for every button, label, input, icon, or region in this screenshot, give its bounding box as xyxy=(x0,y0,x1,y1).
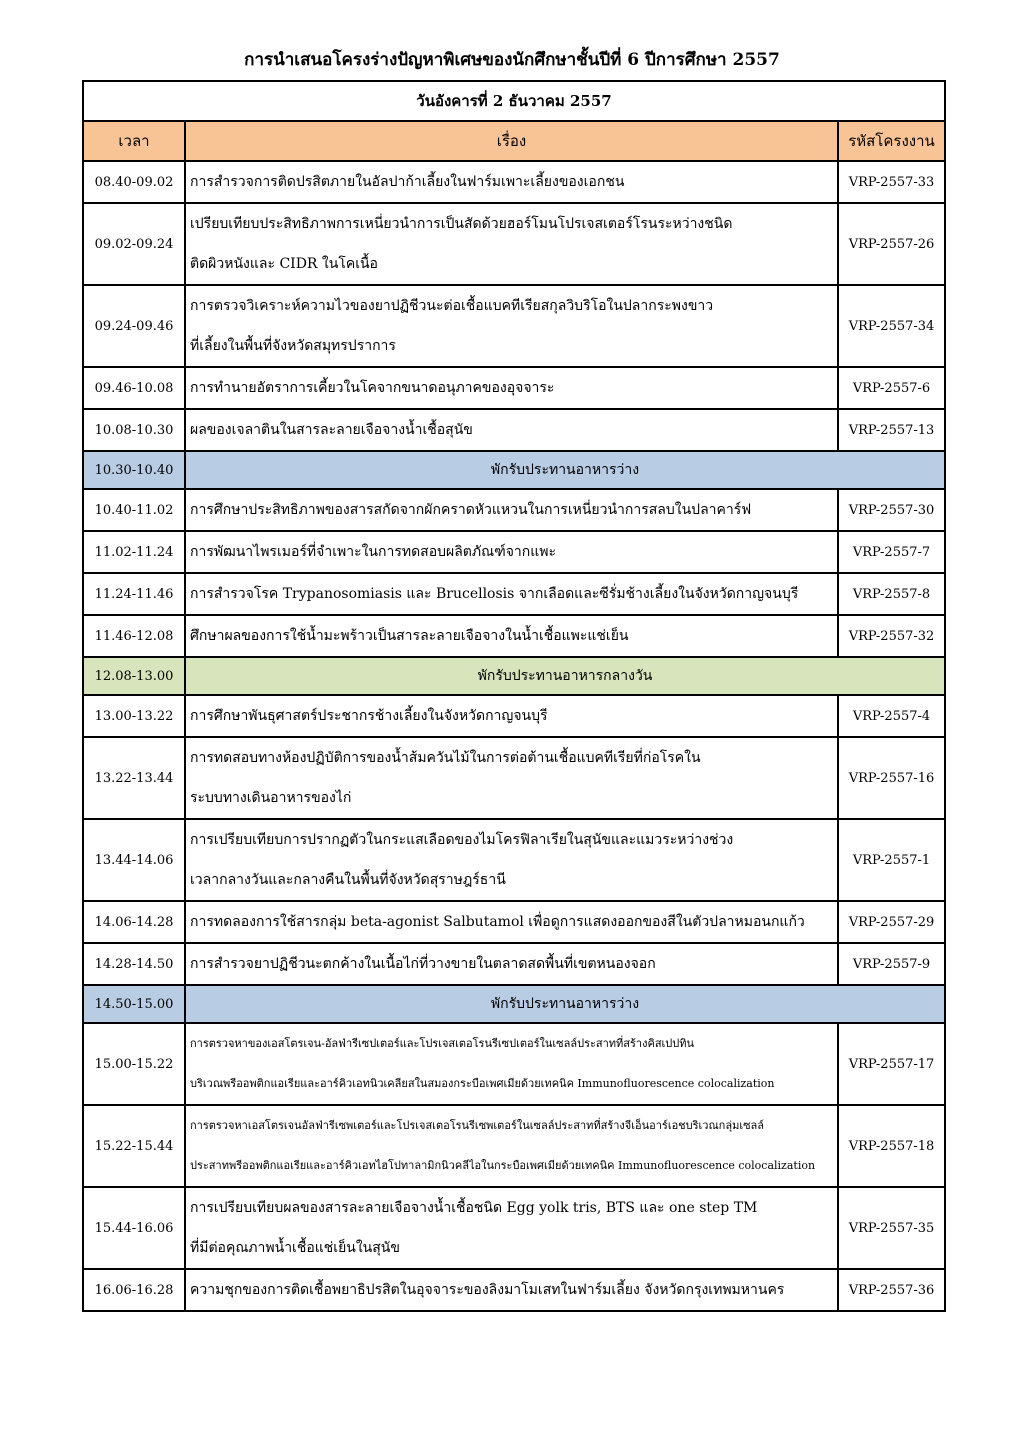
break-label: พักรับประทานอาหารว่าง xyxy=(185,985,945,1023)
topic-line: ผลของเจลาตินในสารละลายเจือจางน้ำเชื้อสุนัข xyxy=(190,422,473,438)
row-time: 16.06-16.28 xyxy=(83,1269,185,1311)
row-time: 14.06-14.28 xyxy=(83,901,185,943)
row-time: 15.44-16.06 xyxy=(83,1187,185,1269)
row-code: VRP-2557-29 xyxy=(838,901,945,943)
row-code: VRP-2557-32 xyxy=(838,615,945,657)
topic-line: ความชุกของการติดเชื้อพยาธิปรสิตในอุจจาระของลิงมาโมเสทในฟาร์มเลี้ยง จังหวัดกรุงเทพมหานคร xyxy=(190,1282,785,1298)
topic-line: การทำนายอัตราการเคี้ยวในโคจากขนาดอนุภาคของอุจจาระ xyxy=(190,380,555,396)
topic-line: บริเวณพรีออพติกแอเรียและอาร์คิวเอทนิวเคลียสในสมองกระบือเพศเมียด้วยเทคนิค Immunofluorescence colocalization xyxy=(190,1077,775,1090)
page-title: การนำเสนอโครงร่างปัญหาพิเศษของนักศึกษาชั้นปีที่ 6 ปีการศึกษา 2557 xyxy=(244,50,780,70)
schedule-row xyxy=(83,695,945,737)
schedule-row xyxy=(83,901,945,943)
row-code: VRP-2557-17 xyxy=(838,1023,945,1105)
row-code: VRP-2557-9 xyxy=(838,943,945,985)
row-topic xyxy=(185,943,838,985)
row-topic xyxy=(185,737,838,819)
row-time: 13.00-13.22 xyxy=(83,695,185,737)
break-row xyxy=(83,985,945,1023)
topic-line: การทดสอบทางห้องปฏิบัติการของน้ำส้มควันไม้ในการต่อต้านเชื้อแบคทีเรียที่ก่อโรคใน xyxy=(190,750,701,766)
topic-line: การศึกษาพันธุศาสตร์ประชากรช้างเลี้ยงในจังหวัดกาญจนบุรี xyxy=(190,708,548,724)
schedule-table xyxy=(82,80,946,1312)
row-topic xyxy=(185,819,838,901)
schedule-row xyxy=(83,409,945,451)
row-code: VRP-2557-36 xyxy=(838,1269,945,1311)
row-code: VRP-2557-30 xyxy=(838,489,945,531)
topic-line: การสำรวจโรค Trypanosomiasis และ Brucellosis จากเลือดและซีรั่มช้างเลี้ยงในจังหวัดกาญจนบุรี xyxy=(190,586,799,602)
row-time: 08.40-09.02 xyxy=(83,161,185,203)
topic-line: ที่เลี้ยงในพื้นที่จังหวัดสมุทรปราการ xyxy=(190,338,396,354)
topic-line: การเปรียบเทียบผลของสารละลายเจือจางน้ำเชื้อชนิด Egg yolk tris, BTS และ one step TM xyxy=(190,1200,758,1216)
schedule-row xyxy=(83,1187,945,1269)
row-topic xyxy=(185,615,838,657)
break-time: 12.08-13.00 xyxy=(83,657,185,695)
row-time: 13.22-13.44 xyxy=(83,737,185,819)
schedule-body xyxy=(83,161,945,1311)
schedule-row xyxy=(83,203,945,285)
topic-line: การสำรวจการติดปรสิตภายในอัลปาก้าเลี้ยงในฟาร์มเพาะเลี้ยงของเอกชน xyxy=(190,174,625,190)
row-time: 14.28-14.50 xyxy=(83,943,185,985)
schedule-row xyxy=(83,819,945,901)
row-topic xyxy=(185,285,838,367)
row-code: VRP-2557-6 xyxy=(838,367,945,409)
row-code: VRP-2557-35 xyxy=(838,1187,945,1269)
row-time: 10.08-10.30 xyxy=(83,409,185,451)
row-code: VRP-2557-4 xyxy=(838,695,945,737)
schedule-row xyxy=(83,1105,945,1187)
topic-line: ศึกษาผลของการใช้น้ำมะพร้าวเป็นสารละลายเจือจางในน้ำเชื้อแพะแช่เย็น xyxy=(190,628,629,644)
row-code: VRP-2557-1 xyxy=(838,819,945,901)
topic-line: เปรียบเทียบประสิทธิภาพการเหนี่ยวนำการเป็นสัดด้วยฮอร์โมนโปรเจสเตอร์โรนระหว่างชนิด xyxy=(190,216,733,232)
topic-line: ระบบทางเดินอาหารของไก่ xyxy=(190,790,352,806)
row-topic xyxy=(185,1187,838,1269)
row-time: 15.00-15.22 xyxy=(83,1023,185,1105)
row-time: 13.44-14.06 xyxy=(83,819,185,901)
topic-line: การศึกษาประสิทธิภาพของสารสกัดจากผักคราดหัวแหวนในการเหนี่ยวนำการสลบในปลาคาร์ฟ xyxy=(190,502,752,518)
topic-line: การพัฒนาไพรเมอร์ที่จำเพาะในการทดสอบผลิตภัณฑ์จากแพะ xyxy=(190,544,557,560)
row-code: VRP-2557-33 xyxy=(838,161,945,203)
schedule-row xyxy=(83,573,945,615)
row-code: VRP-2557-34 xyxy=(838,285,945,367)
schedule-row xyxy=(83,367,945,409)
row-time: 09.24-09.46 xyxy=(83,285,185,367)
schedule-row xyxy=(83,1269,945,1311)
header-time: เวลา xyxy=(83,121,185,161)
schedule-row xyxy=(83,285,945,367)
row-topic xyxy=(185,531,838,573)
schedule-row xyxy=(83,161,945,203)
row-topic xyxy=(185,695,838,737)
row-code: VRP-2557-13 xyxy=(838,409,945,451)
schedule-row xyxy=(83,943,945,985)
header-code: รหัสโครงงาน xyxy=(838,121,945,161)
row-time: 11.46-12.08 xyxy=(83,615,185,657)
row-code: VRP-2557-8 xyxy=(838,573,945,615)
schedule-row xyxy=(83,1023,945,1105)
row-code: VRP-2557-16 xyxy=(838,737,945,819)
row-topic xyxy=(185,573,838,615)
row-topic xyxy=(185,489,838,531)
row-code: VRP-2557-7 xyxy=(838,531,945,573)
topic-line: เวลากลางวันและกลางคืนในพื้นที่จังหวัดสุราษฎร์ธานี xyxy=(190,872,506,888)
topic-line: การเปรียบเทียบการปรากฏตัวในกระแสเลือดของไมโครฟิลาเรียในสุนัขและแมวระหว่างช่วง xyxy=(190,832,734,848)
break-time: 10.30-10.40 xyxy=(83,451,185,489)
topic-line: การตรวจหาของเอสโตรเจน-อัลฟ่ารีเซปเตอร์และโปรเจสเตอโรนรีเซปเตอร์ในเซลล์ประสาทที่สร้างคิสเปปทิน xyxy=(190,1037,695,1050)
row-time: 10.40-11.02 xyxy=(83,489,185,531)
row-topic xyxy=(185,203,838,285)
row-topic xyxy=(185,161,838,203)
row-topic xyxy=(185,367,838,409)
schedule-row xyxy=(83,615,945,657)
row-topic xyxy=(185,409,838,451)
row-code: VRP-2557-26 xyxy=(838,203,945,285)
schedule-row xyxy=(83,489,945,531)
topic-line: การตรวจวิเคราะห์ความไวของยาปฏิชีวนะต่อเชื้อแบคทีเรียสกุลวิบริโอในปลากระพงขาว xyxy=(190,298,714,314)
row-topic xyxy=(185,1105,838,1187)
row-topic xyxy=(185,1269,838,1311)
row-code: VRP-2557-18 xyxy=(838,1105,945,1187)
topic-line: ประสาทพรีออพติกแอเรียและอาร์คิวเอทไฮโปทาลามิกนิวคลีไอในกระบือเพศเมียด้วยเทคนิค Immunofluorescence colocalization xyxy=(190,1159,816,1172)
row-topic xyxy=(185,901,838,943)
schedule-row xyxy=(83,737,945,819)
break-row xyxy=(83,451,945,489)
break-time: 14.50-15.00 xyxy=(83,985,185,1023)
row-time: 09.02-09.24 xyxy=(83,203,185,285)
row-time: 11.24-11.46 xyxy=(83,573,185,615)
topic-line: ติดผิวหนังและ CIDR ในโคเนื้อ xyxy=(190,256,378,272)
header-topic: เรื่อง xyxy=(185,121,838,161)
topic-line: การสำรวจยาปฏิชีวนะตกค้างในเนื้อไก่ที่วางขายในตลาดสดพื้นที่เขตหนองจอก xyxy=(190,956,656,972)
topic-line: ที่มีต่อคุณภาพน้ำเชื้อแช่เย็นในสุนัข xyxy=(190,1240,400,1256)
topic-line: การตรวจหาเอสโตรเจนอัลฟ่ารีเซพเตอร์และโปรเจสเตอโรนรีเซพเตอร์ในเซลล์ประสาทที่สร้างจีเอ็นอาร์เอชบริเวณกลุ่มเซลล์ xyxy=(190,1119,765,1132)
schedule-date: วันอังคารที่ 2 ธันวาคม 2557 xyxy=(83,81,945,121)
break-label: พักรับประทานอาหารว่าง xyxy=(185,451,945,489)
schedule-row xyxy=(83,531,945,573)
row-time: 09.46-10.08 xyxy=(83,367,185,409)
break-row xyxy=(83,657,945,695)
break-label: พักรับประทานอาหารกลางวัน xyxy=(185,657,945,695)
row-time: 11.02-11.24 xyxy=(83,531,185,573)
row-topic xyxy=(185,1023,838,1105)
topic-line: การทดลองการใช้สารกลุ่ม beta-agonist Salbutamol เพื่อดูการแสดงออกของสีในตัวปลาหมอนกแก้ว xyxy=(190,914,805,930)
row-time: 15.22-15.44 xyxy=(83,1105,185,1187)
